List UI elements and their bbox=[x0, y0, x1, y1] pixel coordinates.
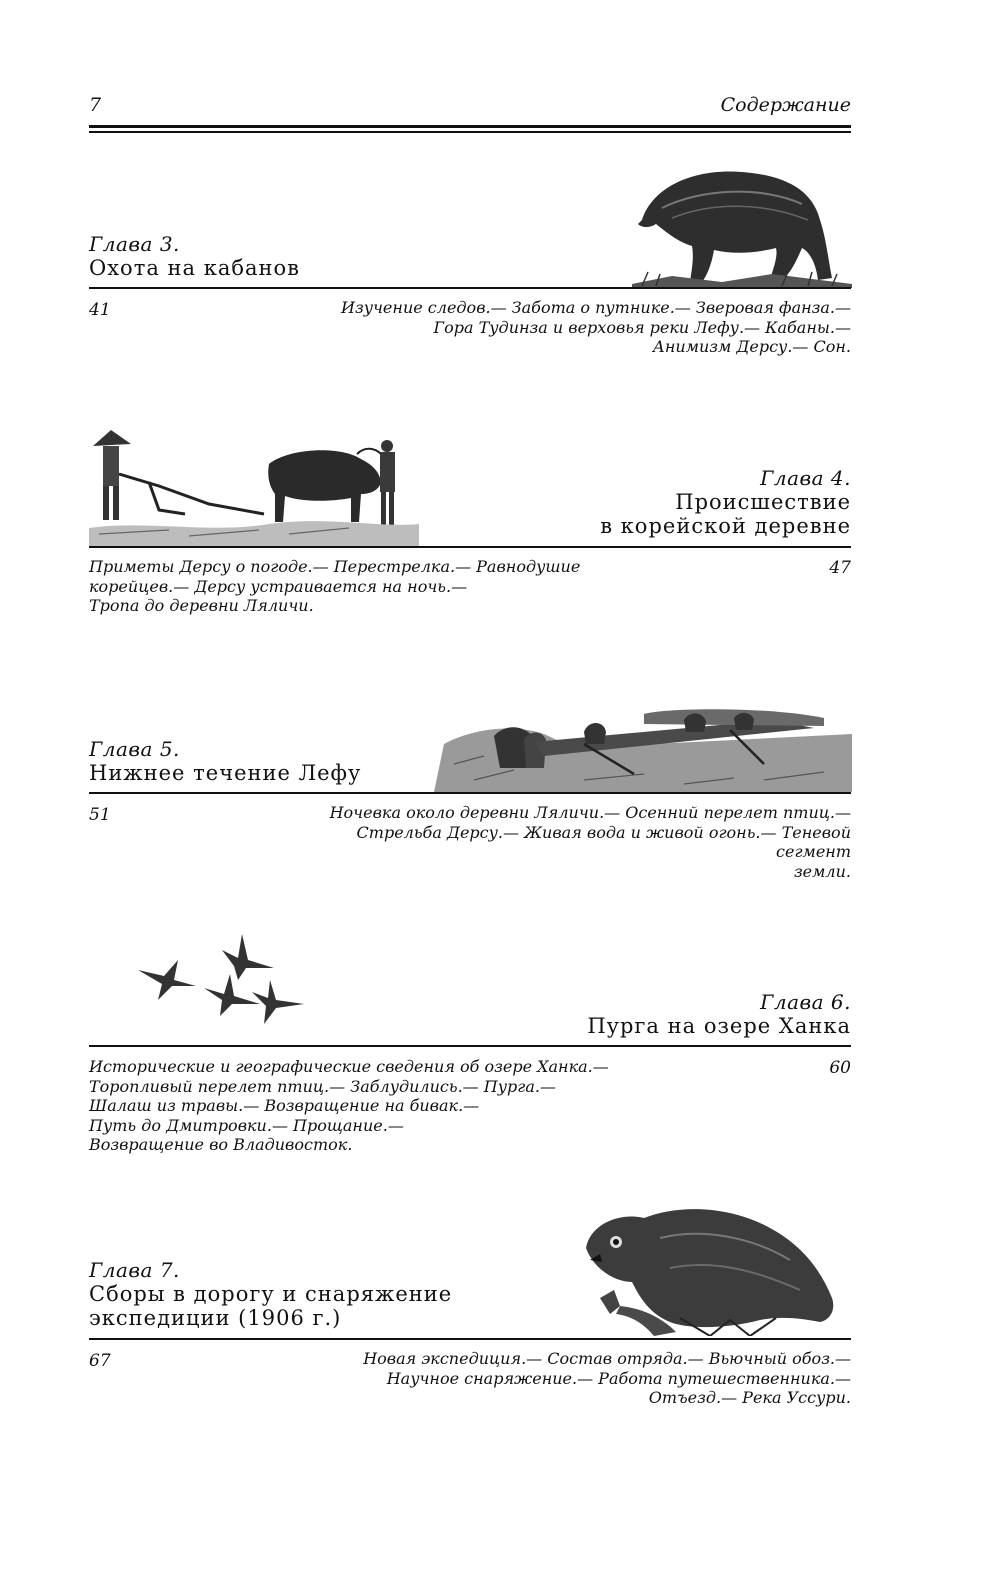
chapter-description bbox=[89, 1057, 609, 1155]
chapter-title: Пурга на озере Ханка bbox=[587, 1014, 851, 1038]
chapter-description bbox=[331, 1349, 851, 1408]
description-line: Научное снаряжение.— Работа путешественника.— bbox=[386, 1368, 851, 1388]
chapter-label: Глава 3. bbox=[89, 232, 180, 256]
chapter-title bbox=[89, 1282, 452, 1330]
description-line: Ночевка около деревни Ляличи.— Осенний перелет птиц.— bbox=[329, 803, 851, 822]
chapter-title: Нижнее течение Лефу bbox=[89, 761, 362, 785]
description-line: Шалаш из травы.— Возвращение на бивак.— bbox=[89, 1096, 480, 1115]
chapter-rule bbox=[89, 1338, 851, 1340]
chapter-page-number: 41 bbox=[89, 300, 111, 320]
chapter-rule bbox=[89, 792, 851, 794]
boar-illustration bbox=[632, 158, 852, 288]
description-line: Тропа до деревни Ляличи. bbox=[89, 596, 314, 615]
plowing-ox-illustration bbox=[89, 424, 419, 546]
running-header: Содержание bbox=[720, 94, 851, 116]
description-line: Стрельба Дерсу.— Живая вода и живой огонь.— Теневой сегмент bbox=[356, 822, 851, 861]
description-line: Исторические и географические сведения об озере Ханка.— bbox=[89, 1057, 609, 1076]
description-line: Гора Тудинза и верховья реки Лефу.— Кабаны.— bbox=[433, 317, 851, 337]
description-line: Изучение следов.— Забота о путнике.— Зверовая фанза.— bbox=[341, 298, 851, 317]
description-line: земли. bbox=[793, 861, 851, 881]
header-rule-thin bbox=[89, 131, 851, 133]
description-line: Возвращение во Владивосток. bbox=[89, 1135, 353, 1154]
chapter-page-number: 60 bbox=[829, 1058, 851, 1078]
description-line: Анимизм Дерсу.— Сон. bbox=[652, 337, 851, 356]
chapter-page-number: 47 bbox=[829, 558, 851, 578]
flying-birds-illustration bbox=[134, 930, 320, 1030]
chapter-title-line: экспедиции (1906 г.) bbox=[89, 1306, 342, 1330]
chapter-description bbox=[331, 298, 851, 357]
chapter-label: Глава 4. bbox=[760, 466, 851, 490]
description-line: Приметы Дерсу о погоде.— Перестрелка.— Равнодушие bbox=[89, 557, 581, 576]
chapter-rule bbox=[89, 546, 851, 548]
chapter-page-number: 51 bbox=[89, 805, 111, 825]
chapter-page-number: 67 bbox=[89, 1351, 111, 1371]
chapter-description bbox=[291, 803, 851, 881]
chapter-title-line: Сборы в дорогу и снаряжение bbox=[89, 1282, 453, 1306]
boats-illustration bbox=[434, 684, 852, 792]
description-line: Новая экспедиция.— Состав отряда.— Вьючный обоз.— bbox=[363, 1349, 851, 1368]
owl-illustration bbox=[580, 1198, 852, 1336]
header-rule-thick bbox=[89, 125, 851, 128]
chapter-title-line: Происшествие bbox=[675, 490, 851, 514]
chapter-title: Охота на кабанов bbox=[89, 256, 300, 280]
chapter-title bbox=[600, 490, 851, 538]
chapter-rule bbox=[89, 287, 851, 289]
description-line: Торопливый перелет птиц.— Заблудились.— Пурга.— bbox=[89, 1076, 556, 1096]
chapter-label: Глава 5. bbox=[89, 737, 180, 761]
chapter-description bbox=[89, 557, 609, 616]
page-number: 7 bbox=[89, 94, 102, 116]
chapter-label: Глава 6. bbox=[760, 990, 851, 1014]
chapter-title-line: в корейской деревне bbox=[600, 514, 851, 538]
description-line: корейцев.— Дерсу устраивается на ночь.— bbox=[89, 576, 468, 596]
description-line: Путь до Дмитровки.— Прощание.— bbox=[89, 1115, 404, 1135]
chapter-label: Глава 7. bbox=[89, 1258, 180, 1282]
description-line: Отъезд.— Река Уссури. bbox=[648, 1388, 851, 1407]
chapter-rule bbox=[89, 1045, 851, 1047]
